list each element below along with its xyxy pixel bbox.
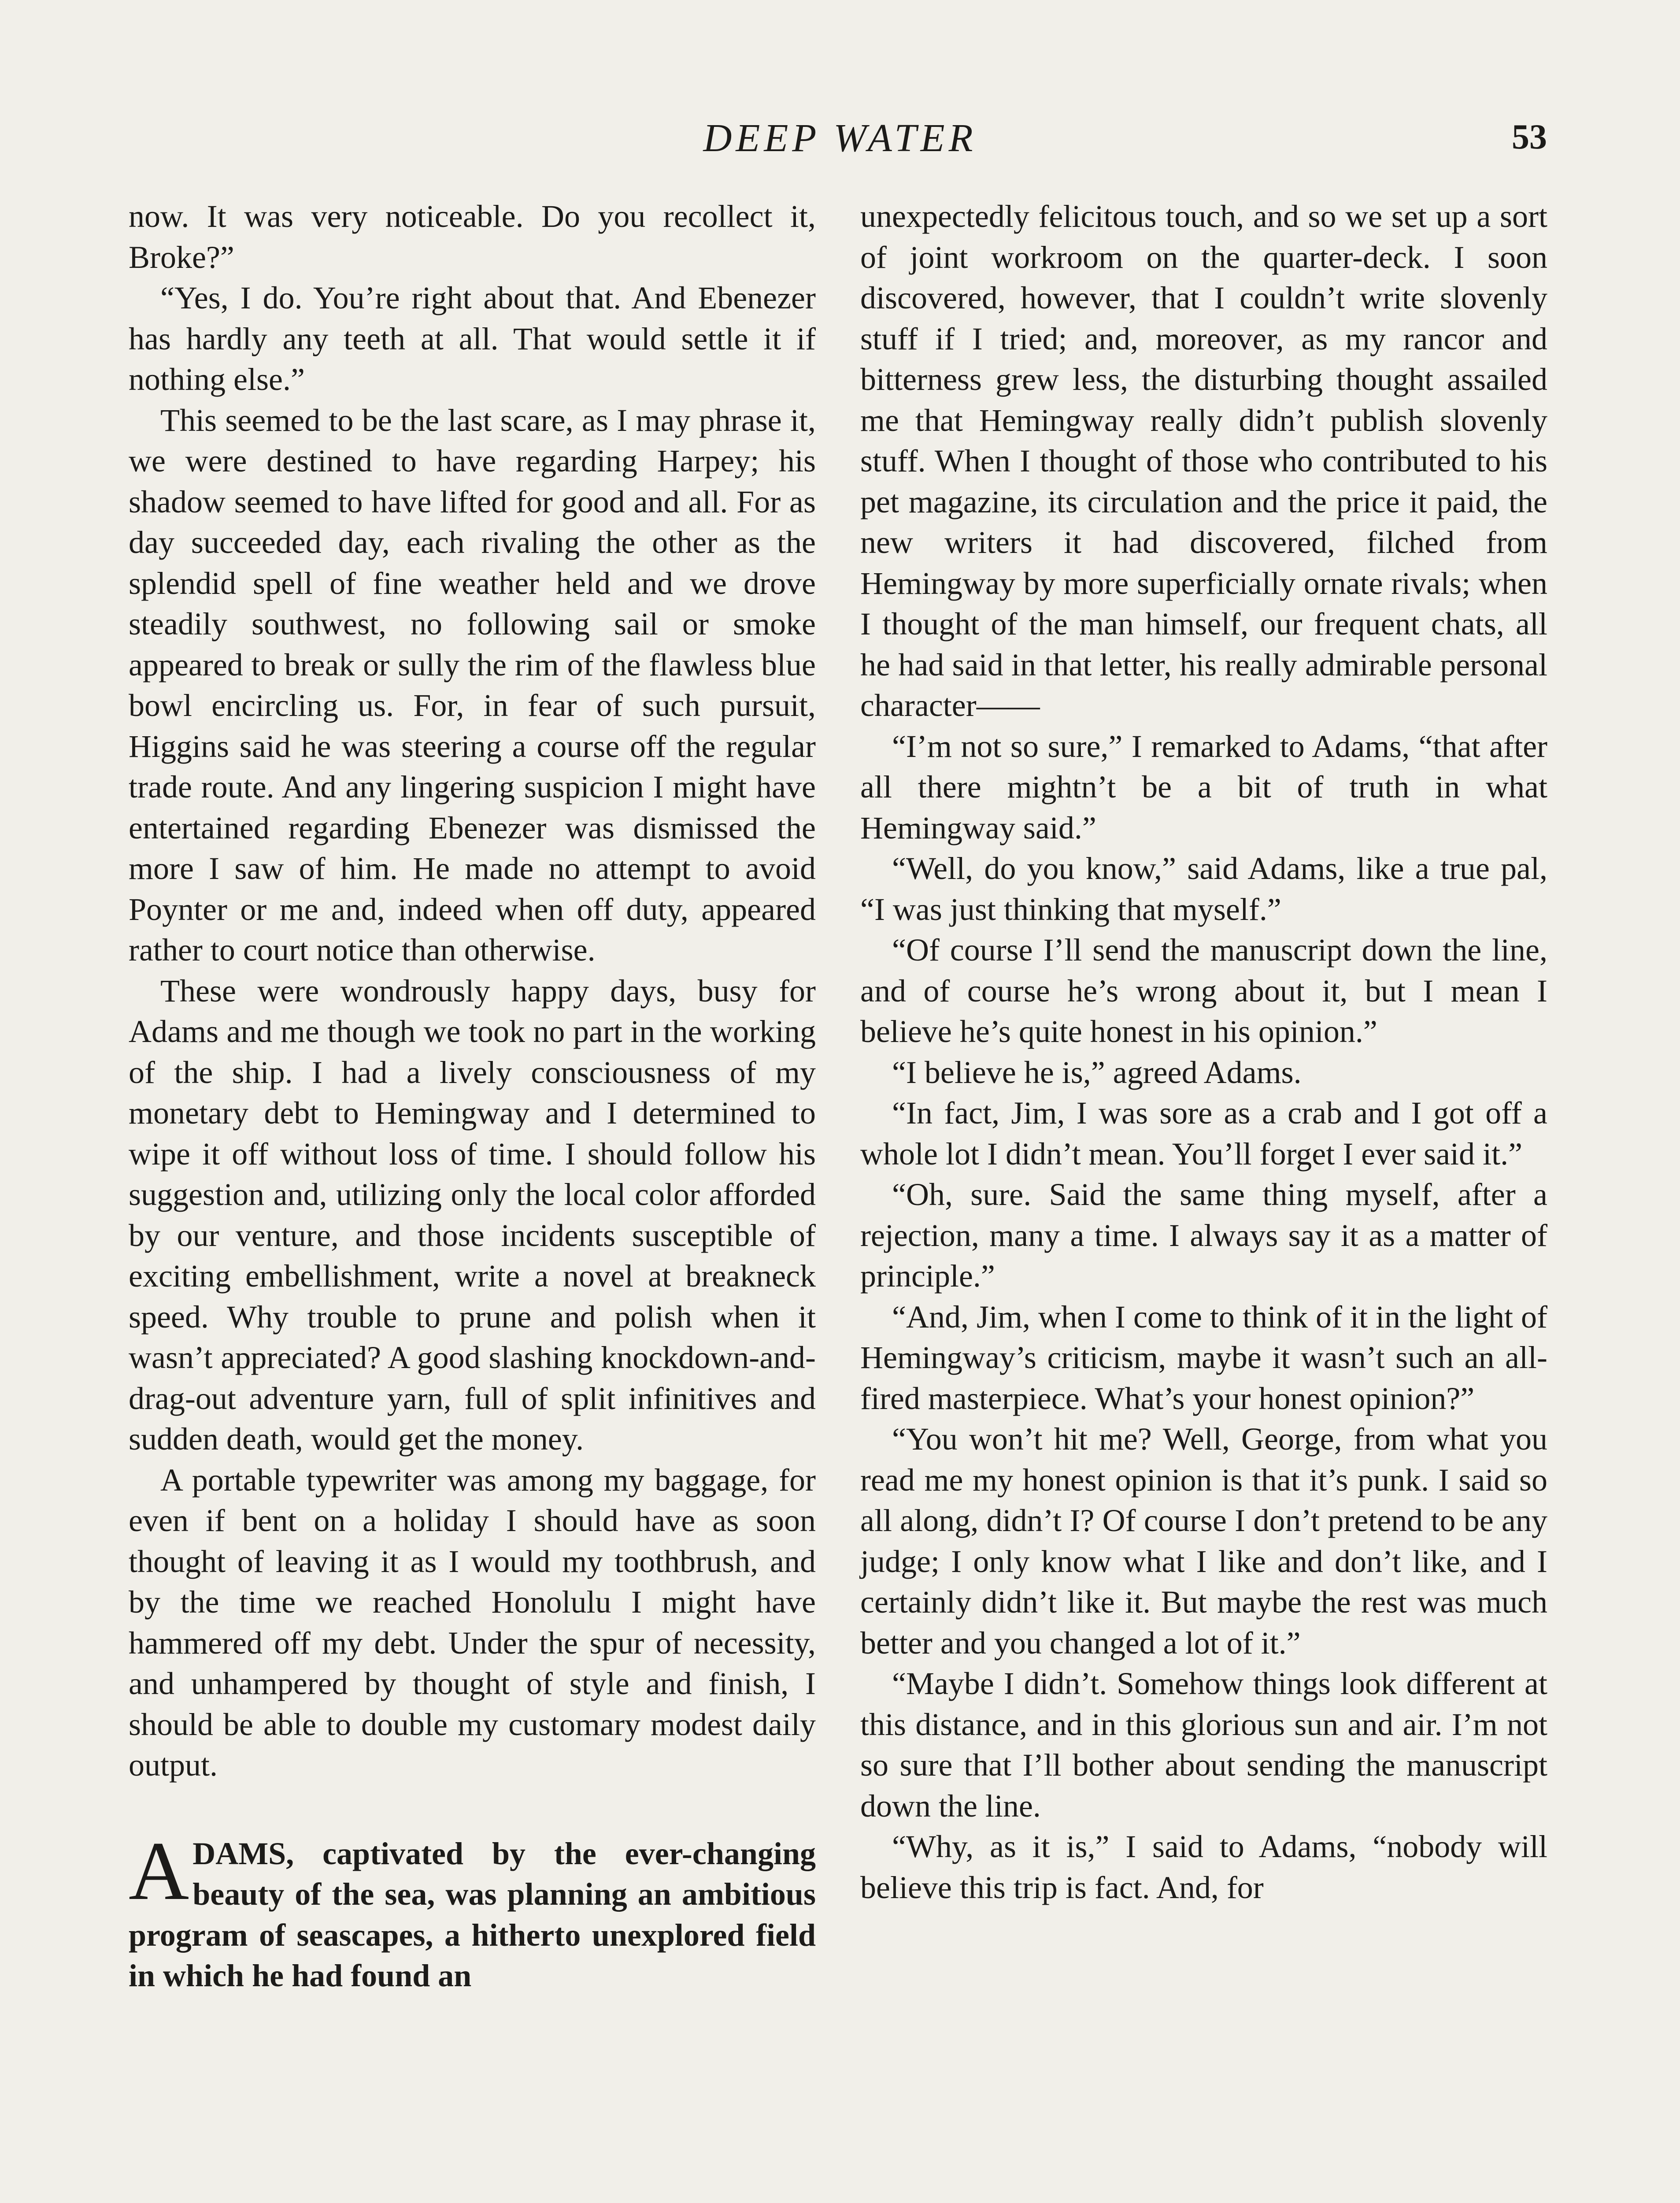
paragraph: “Why, as it is,” I said to Adams, “nobody will believe this trip is fact. And, for (860, 1829, 1547, 1905)
paragraph-text: DAMS, captivated by the ever-changing beauty of the sea, was planning an ambitious program of seascapes, a hitherto unexplored field in which he had found an (129, 1836, 816, 1993)
paragraph: “Yes, I do. You’re right about that. And Ebenezer has hardly any teeth at all. That would settle it if nothing else.” (129, 280, 816, 397)
paragraph: A portable typewriter was among my baggage, for even if bent on a holiday I should have as soon thought of leaving it as I would my toothbrush, and by the time we reached Honolulu I might have hammered off my debt. Under the spur of necessity, and unhampered by thought of style and finish, I should be able to double my customary modest daily output. (129, 1462, 816, 1783)
paragraph: This seemed to be the last scare, as I may phrase it, we were destined to have regarding Harpey; his shadow seemed to have lifted for good and all. For as day succeeded day, each rivaling the other as the splendid spell of fine weather held and we drove steadily southwest, no following sail or smoke appeared to break or sully the rim of the flawless blue bowl encircling us. For, in fear of such pursuit, Higgins said he was steering a course off the regular trade route. And any lingering suspicion I might have entertained regarding Ebenezer was dismissed the more I saw of him. He made no attempt to avoid Poynter or me and, indeed when off duty, appeared rather to court notice than otherwise. (129, 402, 816, 968)
running-title: DEEP WATER (703, 116, 977, 160)
left-column (129, 196, 816, 1996)
paragraph: “I believe he is,” agreed Adams. (892, 1054, 1302, 1090)
paragraph: now. It was very noticeable. Do you recollect it, Broke?” (129, 199, 816, 275)
paragraph: “And, Jim, when I come to think of it in the light of Hemingway’s criticism, maybe it wasn’t such an all-fired masterpiece. What’s your honest opinion?” (860, 1299, 1547, 1416)
paragraph: These were wondrously happy days, busy for Adams and me though we took no part in the working of the ship. I had a lively consciousness of my monetary debt to Hemingway and I determined to wipe it off without loss of time. I should follow his suggestion and, utilizing only the local color afforded by our venture, and those incidents susceptible of exciting embellishment, write a novel at breakneck speed. Why trouble to prune and polish when it wasn’t appreciated? A good slashing knockdown-and-drag-out adventure yarn, full of split infinitives and sudden death, would get the money. (129, 973, 816, 1457)
section-opening-paragraph (129, 1825, 816, 1996)
paragraph: “In fact, Jim, I was sore as a crab and I got off a whole lot I didn’t mean. You’ll forget I ever said it.” (860, 1095, 1547, 1172)
page-number: 53 (1512, 118, 1547, 156)
section-break (129, 1786, 816, 1833)
paragraph: “Maybe I didn’t. Somehow things look different at this distance, and in this glorious sun and air. I’m not so sure that I’ll bother about sending the manuscript down the line. (860, 1666, 1547, 1824)
right-column (860, 196, 1547, 1908)
paragraph: “You won’t hit me? Well, George, from what you read me my honest opinion is that it’s punk. I said so all along, didn’t I? Of course I don’t pretend to be any judge; I only know what I like and don’t like, and I certainly didn’t like it. But maybe the rest was much better and you changed a lot of it.” (860, 1421, 1547, 1661)
paragraph: “Oh, sure. Said the same thing myself, after a rejection, many a time. I always say it as a matter of principle.” (860, 1177, 1547, 1294)
paragraph: unexpectedly felicitous touch, and so we set up a sort of joint workroom on the quarter-deck. I soon discovered, however, that I couldn’t write slovenly stuff if I tried; and, moreover, as my rancor and bitterness grew less, the disturbing thought assailed me that Hemingway really didn’t publish slovenly stuff. When I thought of those who contributed to his pet magazine, its circulation and the price it paid, the new writers it had discovered, filched from Hemingway by more superficially ornate rivals; when I thought of the man himself, our frequent chats, all he had said in that letter, his really admirable personal character—— (860, 199, 1547, 723)
paragraph: “Well, do you know,” said Adams, like a true pal, “I was just thinking that myself.” (860, 851, 1547, 927)
drop-cap: A (129, 1825, 189, 1917)
page-header (0, 106, 1680, 172)
paragraph: “I’m not so sure,” I remarked to Adams, “that after all there mightn’t be a bit of truth in what Hemingway said.” (860, 728, 1547, 846)
paragraph: “Of course I’ll send the manuscript down the line, and of course he’s wrong about it, but I mean I believe he’s quite honest in his opinion.” (860, 932, 1547, 1049)
